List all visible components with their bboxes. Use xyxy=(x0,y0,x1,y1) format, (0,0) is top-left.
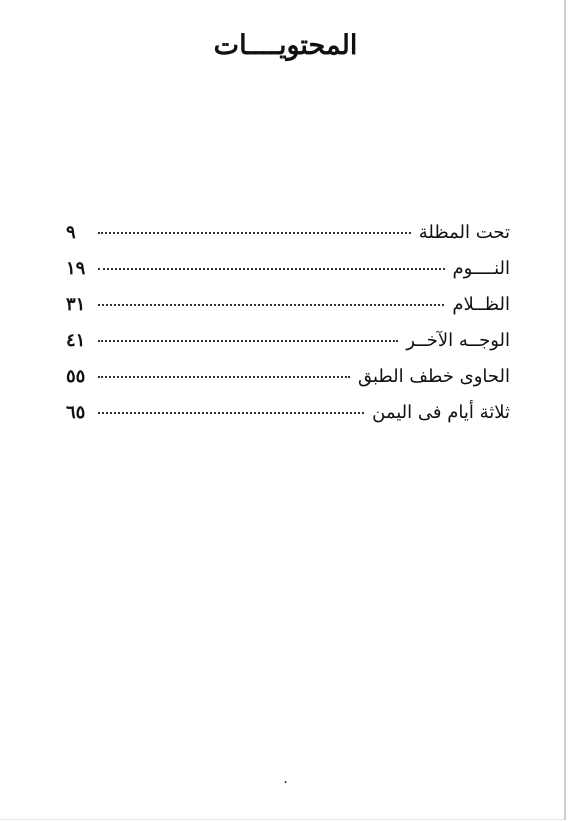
toc-entry-title: النــــوم xyxy=(452,258,510,279)
dot-leader xyxy=(98,340,398,342)
page-title: المحتويــــات xyxy=(213,30,358,61)
toc-entry-page: ٣١ xyxy=(66,294,86,315)
toc-entry xyxy=(66,366,510,402)
toc-entry xyxy=(66,330,510,366)
dot-leader xyxy=(98,412,364,414)
toc-entry xyxy=(66,258,510,294)
toc-entry-page: ٥٥ xyxy=(66,366,86,387)
dot-leader xyxy=(98,268,445,270)
toc-entry-title: الحاوى خطف الطبق xyxy=(357,366,510,387)
toc-entry-page: ٦٥ xyxy=(66,402,86,423)
toc-entry xyxy=(66,294,510,330)
dot-leader xyxy=(98,376,350,378)
toc-entry xyxy=(66,222,510,258)
page-number: ٠ xyxy=(281,774,290,790)
toc-entry-title: الوجــه الآخــر xyxy=(406,330,510,351)
dot-leader xyxy=(98,232,411,234)
toc-entry-title: ثلاثة أيام فى اليمن xyxy=(372,402,510,423)
toc-entry xyxy=(66,402,510,438)
toc-entry-page: ٤١ xyxy=(66,330,86,351)
toc-entry-page: ١٩ xyxy=(66,258,86,279)
toc-entry-page: ٩ xyxy=(66,222,76,243)
dot-leader xyxy=(98,304,444,306)
table-of-contents xyxy=(66,222,510,438)
toc-entry-title: الظــلام xyxy=(452,294,510,315)
toc-entry-title: تحت المظلة xyxy=(418,222,510,243)
